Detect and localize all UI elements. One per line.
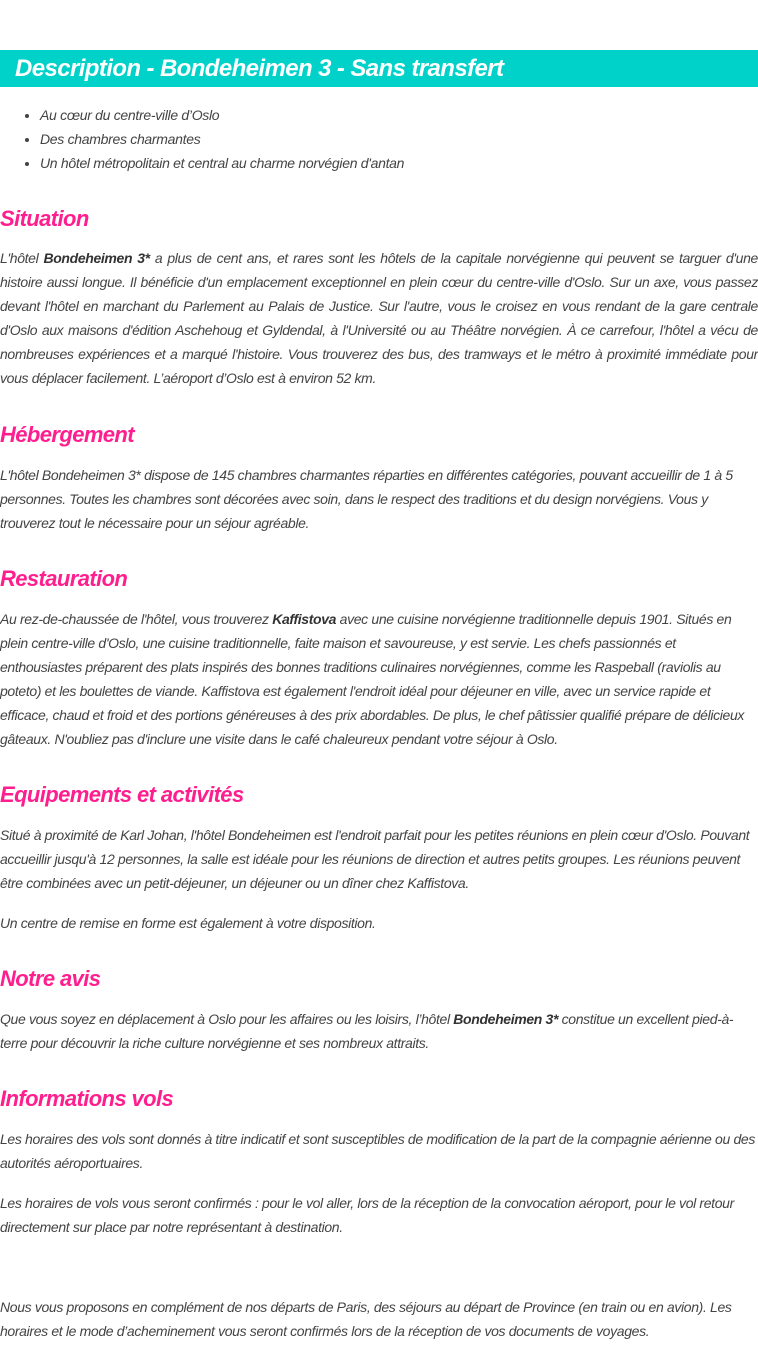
hotel-name: Bondeheimen 3* xyxy=(43,250,150,266)
vols-text-3: Nous vous proposons en complément de nos départs de Paris, des séjours au départ de Province (en train ou en avion). Les horaires et le mode d’acheminement vous seront confirmés lors de la réception de vos documents de voyages. xyxy=(0,1299,732,1339)
title-banner xyxy=(0,50,758,87)
hotel-name: Bondeheimen 3* xyxy=(453,1011,559,1027)
avis-text xyxy=(0,1007,758,1055)
text: Au rez-de-chaussée de l'hôtel, vous trouverez xyxy=(0,611,273,627)
avis-heading: Notre avis xyxy=(0,966,101,991)
situation-heading: Situation xyxy=(0,206,89,231)
text: L'hôtel xyxy=(0,250,44,266)
equipements-heading: Equipements et activités xyxy=(0,782,244,807)
list-item: • Des chambres charmantes xyxy=(40,127,404,151)
page-title: Description - Bondeheimen 3 - Sans transfert xyxy=(15,55,504,82)
restauration-heading: Restauration xyxy=(0,566,128,591)
vols-text-2: Les horaires de vols vous seront confirmés : pour le vol aller, lors de la réception de la convocation aéroport, pour le vol retour directement sur place par notre représentant à destination. xyxy=(0,1195,734,1235)
list-item: • Un hôtel métropolitain et central au charme norvégien d'antan xyxy=(40,151,404,175)
text: Que vous soyez en déplacement à Oslo pour les affaires ou les loisirs, l’hôtel xyxy=(0,1011,454,1027)
restauration-text xyxy=(0,607,758,751)
situation-text xyxy=(0,246,758,390)
list-item: • Au cœur du centre-ville d’Oslo xyxy=(40,103,404,127)
highlights-list xyxy=(0,103,404,175)
hebergement-text: L'hôtel Bondeheimen 3* dispose de 145 chambres charmantes réparties en différentes catégories, pouvant accueillir de 1 à 5 personnes. Toutes les chambres sont décorées avec soin, dans le respect des traditions et du design norvégiens. Vous y trouverez tout le nécessaire pour un séjour agréable. xyxy=(0,467,733,531)
text: a plus de cent ans, et rares sont les hôtels de la capitale norvégienne qui peuvent se targuer d'une histoire aussi longue. Il bénéficie d'un emplacement exceptionnel en plein cœur du centre-ville d'Oslo. Sur un axe, vous passez devant l'hôtel en marchant du Parlement au Palais de Justice. Sur l'autre, vous le croisez en vous rendant de la gare centrale d'Oslo aux maisons d'édition Aschehoug et Gyldendal, à l'Université ou au Théâtre norvégien. À ce carrefour, l'hôtel a vécu de nombreuses expériences et a marqué l'histoire. Vous trouverez des bus, des tramways et le métro à proximité immédiate pour vous déplacer facilement. L’aéroport d’Oslo est à environ 52 km. xyxy=(0,250,758,386)
text: avec une cuisine norvégienne traditionnelle depuis 1901. Situés en plein centre-ville d'Oslo, une cuisine traditionnelle, faite maison et savoureuse, y est servie. Les chefs passionnés et enthousiastes préparent des plats inspirés des bonnes traditions culinaires norvégiennes, comme les Raspeball (raviolis au poteto) et les boulettes de viande. Kaffistova est également l'endroit idéal pour déjeuner en ville, avec un service rapide et efficace, chaud et froid et des portions généreuses à des prix abordables. De plus, le chef pâtissier qualifié prépare de délicieux gâteaux. N'oubliez pas d'inclure une visite dans le café chaleureux pendant votre séjour à Oslo. xyxy=(0,611,745,747)
vols-text-1: Les horaires des vols sont donnés à titre indicatif et sont susceptibles de modification de la part de la compagnie aérienne ou des autorités aéroportuaires. xyxy=(0,1131,755,1171)
equipements-fitness-text: Un centre de remise en forme est également à votre disposition. xyxy=(0,915,376,931)
restaurant-name: Kaffistova xyxy=(272,611,337,627)
hebergement-heading: Hébergement xyxy=(0,422,134,447)
equipements-text: Situé à proximité de Karl Johan, l'hôtel Bondeheimen est l'endroit parfait pour les petites réunions en plein cœur d'Oslo. Pouvant accueillir jusqu'à 12 personnes, la salle est idéale pour les réunions de direction et autres petits groupes. Les réunions peuvent être combinées avec un petit-déjeuner, un déjeuner ou un dîner chez Kaffistova. xyxy=(0,827,750,891)
vols-heading: Informations vols xyxy=(0,1086,174,1111)
text: constitue un excellent pied-à-terre pour découvrir la riche culture norvégienne et ses nombreux attraits. xyxy=(0,1011,734,1051)
